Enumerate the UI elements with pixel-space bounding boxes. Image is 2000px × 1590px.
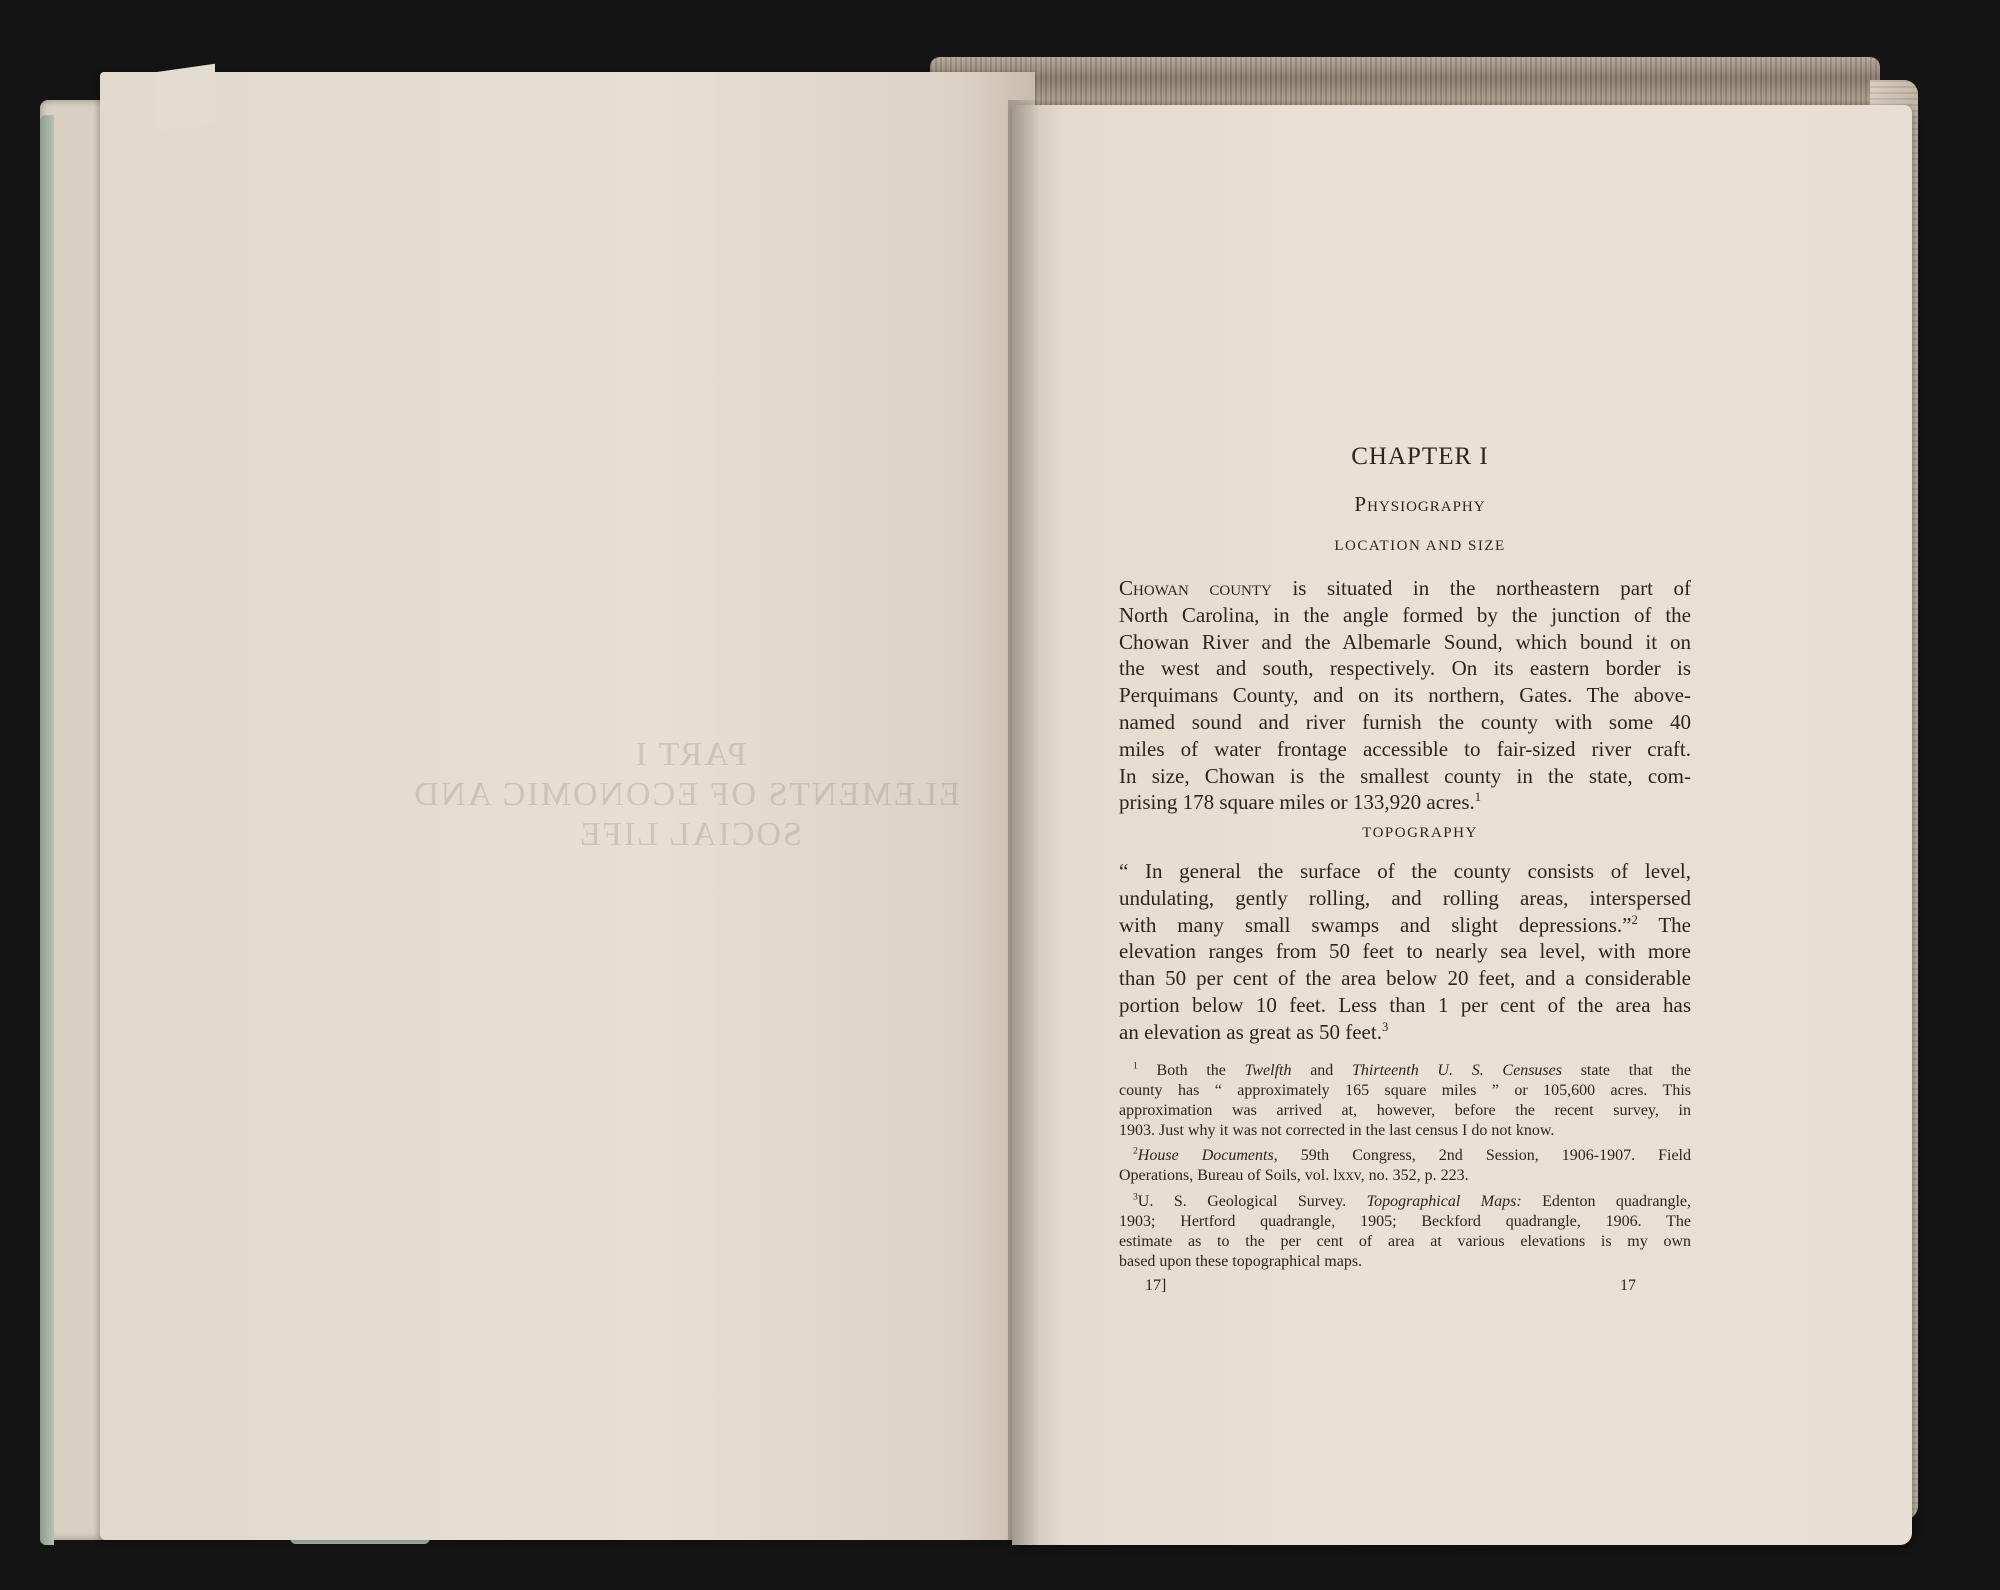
line-text: is situated in the northeastern part of xyxy=(1271,576,1691,600)
paragraph-topography xyxy=(1119,858,1691,1046)
footnote-title: Topographical Maps: xyxy=(1366,1193,1522,1210)
line-text: The xyxy=(1637,912,1691,937)
paragraph-line: elevation ranges from 50 feet to nearly sea level, with more xyxy=(1119,939,1691,964)
bleed-through-text xyxy=(412,735,960,855)
footnote-text: and xyxy=(1291,1062,1353,1079)
paragraph-line: the west and south, respectively. On its eastern border is xyxy=(1119,656,1691,681)
footnote-text: U. S. Geological Survey. xyxy=(1137,1193,1367,1210)
footnote-line: approximation was arrived at, however, before the recent survey, in xyxy=(1119,1102,1691,1119)
line-text: prising 178 square miles or 133,920 acres. xyxy=(1119,790,1475,815)
paragraph-line: portion below 10 feet. Less than 1 per cent of the area has xyxy=(1119,992,1691,1017)
footnote-line xyxy=(1119,1061,1691,1081)
paragraph-line xyxy=(1119,789,1691,816)
footnote-line: 1903; Hertford quadrangle, 1905; Beckford quadrangle, 1906. The xyxy=(1119,1213,1691,1230)
footnote-line: estimate as to the per cent of area at various elevations is my own xyxy=(1119,1233,1691,1250)
chapter-subtitle: Physiography xyxy=(1354,492,1486,516)
line-text: an elevation as great as 50 feet. xyxy=(1119,1019,1382,1044)
footnote-ref: 1 xyxy=(1474,790,1482,805)
section-heading-topography: TOPOGRAPHY xyxy=(1362,825,1478,841)
page-number: 17 xyxy=(1620,1277,1636,1294)
chapter-title: CHAPTER I xyxy=(1351,443,1489,470)
section-heading-location: LOCATION AND SIZE xyxy=(1334,538,1506,554)
footnote-line: Operations, Bureau of Soils, vol. lxxv, no. 352, p. 223. xyxy=(1119,1167,1469,1184)
footnote-text: Both the xyxy=(1137,1062,1245,1079)
bleed-through-line: ELEMENTS OF ECONOMIC AND xyxy=(412,776,960,813)
paragraph-line: North Carolina, in the angle formed by the junction of the xyxy=(1119,602,1691,627)
footnote-1 xyxy=(1119,1061,1691,1141)
footnote-title: Thirteenth U. S. Censuses xyxy=(1352,1062,1562,1079)
footnote-mark: 2 xyxy=(1133,1145,1138,1157)
footnote-text: Edenton quadrangle, xyxy=(1521,1193,1692,1210)
footnote-title: House Documents xyxy=(1137,1147,1274,1164)
paragraph-line: named sound and river furnish the county with some 40 xyxy=(1119,709,1691,734)
left-page-torn-corner xyxy=(155,64,215,132)
footnote-mark: 1 xyxy=(1133,1060,1138,1072)
bleed-through-line: SOCIAL LIFE xyxy=(578,816,802,853)
footnote-ref: 2 xyxy=(1631,912,1638,927)
cover-edge-left xyxy=(40,115,54,1545)
paragraph-location xyxy=(1119,575,1691,816)
footnote-title: Twelfth xyxy=(1244,1062,1292,1079)
footnote-line: 1903. Just why it was not corrected in the last census I do not know. xyxy=(1119,1122,1555,1139)
footnote-line xyxy=(1119,1146,1691,1166)
footnote-text: state that the xyxy=(1561,1062,1692,1079)
line-text: with many small swamps and slight depressions.” xyxy=(1119,912,1632,937)
book-gutter xyxy=(1008,100,1038,1545)
paragraph-line xyxy=(1119,912,1691,939)
paragraph-line: undulating, gently rolling, and rolling areas, interspersed xyxy=(1119,885,1691,910)
footnote-line: based upon these topographical maps. xyxy=(1119,1253,1363,1270)
paragraph-line: Perquimans County, and on its northern, Gates. The above- xyxy=(1119,683,1691,708)
folio-left: 17] xyxy=(1145,1277,1167,1294)
footnote-mark: 3 xyxy=(1133,1191,1138,1203)
paragraph-line xyxy=(1119,1019,1691,1046)
footnote-text: , 59th Congress, 2nd Session, 1906-1907. Field xyxy=(1273,1147,1691,1164)
footnote-line: county has “ approximately 165 square miles ” or 105,600 acres. This xyxy=(1119,1082,1691,1099)
paragraph-line xyxy=(1119,575,1691,602)
footnote-line xyxy=(1119,1192,1691,1212)
paragraph-line: In size, Chowan is the smallest county in the state, com- xyxy=(1119,763,1691,788)
footnote-3 xyxy=(1119,1192,1691,1272)
paragraph-line: miles of water frontage accessible to fair-sized river craft. xyxy=(1119,736,1691,761)
footnote-ref: 3 xyxy=(1381,1019,1389,1034)
footnote-2 xyxy=(1119,1146,1691,1186)
paragraph-line: than 50 per cent of the area below 20 feet, and a considerable xyxy=(1119,966,1691,991)
paragraph-line: Chowan River and the Albemarle Sound, which bound it on xyxy=(1119,629,1691,654)
lead-words: Chowan county xyxy=(1119,576,1272,600)
bleed-through-line: PART I xyxy=(633,736,747,773)
paragraph-line: “ In general the surface of the county consists of level, xyxy=(1119,859,1691,883)
